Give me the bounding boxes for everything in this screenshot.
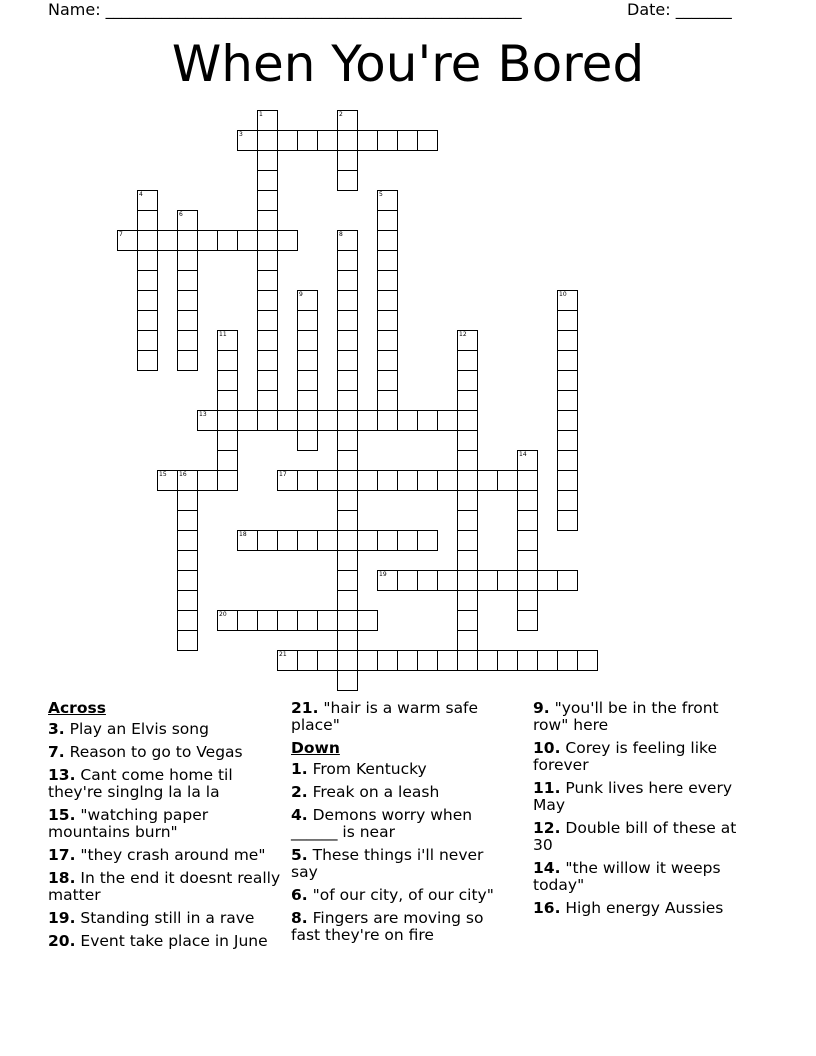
grid-cell[interactable] — [177, 490, 198, 511]
grid-cell[interactable] — [397, 570, 418, 591]
grid-cell[interactable] — [437, 570, 458, 591]
grid-cell[interactable] — [517, 570, 538, 591]
clue-text: Freak on a leash — [307, 783, 440, 801]
across-heading: Across — [48, 699, 106, 717]
grid-cell[interactable] — [177, 590, 198, 611]
grid-cell[interactable] — [297, 530, 318, 551]
grid-cell[interactable] — [397, 530, 418, 551]
grid-cell[interactable] — [257, 350, 278, 371]
grid-cell[interactable] — [417, 570, 438, 591]
grid-cell[interactable] — [257, 190, 278, 211]
grid-cell[interactable] — [217, 370, 238, 391]
grid-cell[interactable] — [497, 470, 518, 491]
grid-cell[interactable] — [217, 430, 238, 451]
clue-text: "of our city, of our city" — [307, 886, 494, 904]
grid-cell[interactable] — [557, 510, 578, 531]
clue-text: "they crash around me" — [75, 846, 266, 864]
across-clue — [48, 721, 283, 738]
grid-cell[interactable] — [377, 210, 398, 231]
grid-cell[interactable] — [457, 350, 478, 371]
clue-number: 5 — [379, 191, 383, 198]
grid-cell[interactable] — [217, 450, 238, 471]
grid-cell[interactable] — [257, 290, 278, 311]
grid-cell[interactable] — [257, 610, 278, 631]
grid-cell[interactable] — [417, 650, 438, 671]
grid-cell[interactable] — [177, 310, 198, 331]
grid-cell[interactable] — [337, 350, 358, 371]
grid-cell[interactable] — [557, 650, 578, 671]
clue-text: Punk lives here every May — [533, 779, 732, 814]
clue-num: 3. — [48, 720, 65, 738]
grid-cell[interactable] — [157, 470, 178, 491]
clue-num: 11. — [533, 779, 561, 797]
grid-cell[interactable] — [177, 230, 198, 251]
down-heading: Down — [291, 739, 340, 757]
grid-cell[interactable] — [457, 610, 478, 631]
clue-text: Cant come home til they're singlng la la la — [48, 766, 233, 801]
clue-number: 20 — [219, 611, 227, 618]
clue-num: 8. — [291, 909, 308, 927]
grid-cell[interactable] — [237, 610, 258, 631]
clue-num: 9. — [533, 699, 550, 717]
grid-cell[interactable] — [517, 490, 538, 511]
down-clue — [533, 860, 753, 894]
grid-cell[interactable] — [377, 410, 398, 431]
clue-number: 1 — [259, 111, 263, 118]
grid-cell[interactable] — [397, 650, 418, 671]
clue-num: 10. — [533, 739, 561, 757]
grid-cell[interactable] — [297, 610, 318, 631]
grid-cell[interactable] — [397, 130, 418, 151]
clue-text: These things i'll never say — [291, 846, 484, 881]
grid-cell[interactable] — [337, 630, 358, 651]
clue-number: 9 — [299, 291, 303, 298]
clue-num: 4. — [291, 806, 308, 824]
across-clue — [48, 933, 283, 950]
grid-cell[interactable] — [437, 410, 458, 431]
grid-cell[interactable] — [357, 650, 378, 671]
grid-cell[interactable] — [457, 450, 478, 471]
grid-cell[interactable] — [317, 650, 338, 671]
grid-cell[interactable] — [457, 370, 478, 391]
grid-cell[interactable] — [137, 250, 158, 271]
grid-cell[interactable] — [217, 330, 238, 351]
clue-number: 12 — [459, 331, 467, 338]
clue-num: 5. — [291, 846, 308, 864]
grid-cell[interactable] — [337, 370, 358, 391]
grid-cell[interactable] — [557, 370, 578, 391]
grid-cell[interactable] — [217, 410, 238, 431]
grid-cell[interactable] — [477, 570, 498, 591]
grid-cell[interactable] — [337, 270, 358, 291]
grid-cell[interactable] — [257, 330, 278, 351]
grid-cell[interactable] — [457, 530, 478, 551]
grid-cell[interactable] — [557, 430, 578, 451]
grid-cell[interactable] — [337, 670, 358, 691]
grid-cell[interactable] — [137, 230, 158, 251]
grid-cell[interactable] — [377, 290, 398, 311]
grid-cell[interactable] — [277, 610, 298, 631]
clues-column-1 — [48, 700, 283, 956]
down-clue — [291, 887, 511, 904]
clue-num: 1. — [291, 760, 308, 778]
grid-cell[interactable] — [137, 290, 158, 311]
grid-cell[interactable] — [257, 390, 278, 411]
grid-cell[interactable] — [177, 630, 198, 651]
clue-num: 17. — [48, 846, 76, 864]
grid-cell[interactable] — [557, 450, 578, 471]
grid-cell[interactable] — [337, 570, 358, 591]
grid-cell[interactable] — [497, 650, 518, 671]
grid-cell[interactable] — [257, 170, 278, 191]
grid-cell[interactable] — [477, 650, 498, 671]
grid-cell[interactable] — [317, 410, 338, 431]
grid-cell[interactable] — [517, 510, 538, 531]
across-clue — [291, 700, 511, 734]
clue-num: 7. — [48, 743, 65, 761]
clue-text: Event take place in June — [75, 932, 268, 950]
grid-cell[interactable] — [177, 530, 198, 551]
grid-cell[interactable] — [437, 650, 458, 671]
grid-cell[interactable] — [557, 470, 578, 491]
grid-cell[interactable] — [177, 210, 198, 231]
grid-cell[interactable] — [337, 530, 358, 551]
grid-cell[interactable] — [277, 470, 298, 491]
clue-number: 17 — [279, 471, 287, 478]
grid-cell[interactable] — [177, 250, 198, 271]
clue-number: 16 — [179, 471, 187, 478]
grid-cell[interactable] — [177, 550, 198, 571]
grid-cell[interactable] — [177, 330, 198, 351]
grid-cell[interactable] — [437, 470, 458, 491]
clue-number: 4 — [139, 191, 143, 198]
grid-cell[interactable] — [137, 310, 158, 331]
grid-cell[interactable] — [297, 130, 318, 151]
grid-cell[interactable] — [337, 470, 358, 491]
across-clue — [48, 847, 283, 864]
grid-cell[interactable] — [257, 230, 278, 251]
grid-cell[interactable] — [337, 430, 358, 451]
grid-cell[interactable] — [517, 470, 538, 491]
grid-cell[interactable] — [217, 230, 238, 251]
grid-cell[interactable] — [357, 610, 378, 631]
grid-cell[interactable] — [177, 610, 198, 631]
grid-cell[interactable] — [337, 610, 358, 631]
grid-cell[interactable] — [377, 390, 398, 411]
grid-cell[interactable] — [197, 470, 218, 491]
down-clue — [533, 700, 753, 734]
grid-cell[interactable] — [297, 290, 318, 311]
grid-cell[interactable] — [457, 410, 478, 431]
grid-cell[interactable] — [377, 270, 398, 291]
clue-text: Fingers are moving so fast they're on fire — [291, 909, 484, 944]
clue-num: 15. — [48, 806, 76, 824]
grid-cell[interactable] — [337, 230, 358, 251]
grid-cell[interactable] — [377, 250, 398, 271]
clue-text: Play an Elvis song — [64, 720, 209, 738]
grid-cell[interactable] — [217, 350, 238, 371]
grid-cell[interactable] — [517, 530, 538, 551]
grid-cell[interactable] — [177, 350, 198, 371]
clue-text: Reason to go to Vegas — [64, 743, 243, 761]
grid-cell[interactable] — [377, 330, 398, 351]
grid-cell[interactable] — [237, 130, 258, 151]
clue-num: 12. — [533, 819, 561, 837]
grid-cell[interactable] — [277, 230, 298, 251]
grid-cell[interactable] — [237, 410, 258, 431]
grid-cell[interactable] — [277, 410, 298, 431]
grid-cell[interactable] — [397, 470, 418, 491]
grid-cell[interactable] — [377, 130, 398, 151]
grid-cell[interactable] — [457, 470, 478, 491]
grid-cell[interactable] — [217, 610, 238, 631]
grid-cell[interactable] — [457, 570, 478, 591]
grid-cell[interactable] — [177, 570, 198, 591]
grid-cell[interactable] — [257, 250, 278, 271]
grid-cell[interactable] — [537, 650, 558, 671]
grid-cell[interactable] — [377, 190, 398, 211]
grid-cell[interactable] — [517, 590, 538, 611]
down-clue — [291, 784, 511, 801]
grid-cell[interactable] — [357, 410, 378, 431]
grid-cell[interactable] — [457, 630, 478, 651]
grid-cell[interactable] — [457, 490, 478, 511]
down-clue — [533, 900, 753, 917]
grid-cell[interactable] — [337, 130, 358, 151]
grid-cell[interactable] — [217, 470, 238, 491]
clue-num: 13. — [48, 766, 76, 784]
clue-number: 6 — [179, 211, 183, 218]
grid-cell[interactable] — [497, 570, 518, 591]
grid-cell[interactable] — [277, 130, 298, 151]
grid-cell[interactable] — [317, 130, 338, 151]
clue-number: 2 — [339, 111, 343, 118]
down-clue — [533, 820, 753, 854]
grid-cell[interactable] — [557, 410, 578, 431]
clue-number: 7 — [119, 231, 123, 238]
grid-cell[interactable] — [457, 390, 478, 411]
grid-cell[interactable] — [217, 390, 238, 411]
grid-cell[interactable] — [257, 310, 278, 331]
clue-num: 14. — [533, 859, 561, 877]
grid-cell[interactable] — [237, 230, 258, 251]
across-clue — [48, 744, 283, 761]
grid-cell[interactable] — [517, 550, 538, 571]
grid-cell[interactable] — [137, 190, 158, 211]
grid-cell[interactable] — [337, 170, 358, 191]
grid-cell[interactable] — [317, 530, 338, 551]
clue-num: 16. — [533, 899, 561, 917]
grid-cell[interactable] — [377, 230, 398, 251]
down-clue — [533, 780, 753, 814]
clue-text: "watching paper mountains burn" — [48, 806, 209, 841]
grid-cell[interactable] — [377, 350, 398, 371]
grid-cell[interactable] — [297, 370, 318, 391]
grid-cell[interactable] — [537, 570, 558, 591]
grid-cell[interactable] — [557, 350, 578, 371]
clues-column-3 — [533, 700, 753, 923]
grid-cell[interactable] — [337, 250, 358, 271]
grid-cell[interactable] — [517, 610, 538, 631]
grid-cell[interactable] — [557, 390, 578, 411]
down-clue — [291, 910, 511, 944]
across-clue — [48, 910, 283, 927]
grid-cell[interactable] — [137, 350, 158, 371]
grid-cell[interactable] — [157, 230, 178, 251]
grid-cell[interactable] — [257, 410, 278, 431]
grid-cell[interactable] — [197, 230, 218, 251]
across-clue — [48, 767, 283, 801]
clue-number: 14 — [519, 451, 527, 458]
clue-num: 20. — [48, 932, 76, 950]
grid-cell[interactable] — [557, 570, 578, 591]
name-field: Name: ____________________________________________________ — [48, 0, 522, 19]
clue-number: 11 — [219, 331, 227, 338]
grid-cell[interactable] — [557, 290, 578, 311]
grid-cell[interactable] — [297, 650, 318, 671]
grid-cell[interactable] — [277, 530, 298, 551]
grid-cell[interactable] — [377, 310, 398, 331]
grid-cell[interactable] — [117, 230, 138, 251]
grid-cell[interactable] — [577, 650, 598, 671]
grid-cell[interactable] — [417, 410, 438, 431]
clues-column-2 — [291, 700, 511, 950]
grid-cell[interactable] — [337, 290, 358, 311]
grid-cell[interactable] — [337, 110, 358, 131]
clue-num: 6. — [291, 886, 308, 904]
grid-cell[interactable] — [477, 470, 498, 491]
grid-cell[interactable] — [177, 470, 198, 491]
grid-cell[interactable] — [377, 650, 398, 671]
across-clue — [48, 807, 283, 841]
grid-cell[interactable] — [297, 390, 318, 411]
grid-cell[interactable] — [257, 110, 278, 131]
grid-cell[interactable] — [257, 370, 278, 391]
grid-cell[interactable] — [197, 410, 218, 431]
clue-number: 3 — [239, 131, 243, 138]
clue-text: Double bill of these at 30 — [533, 819, 737, 854]
grid-cell[interactable] — [297, 470, 318, 491]
grid-cell[interactable] — [377, 530, 398, 551]
grid-cell[interactable] — [297, 410, 318, 431]
grid-cell[interactable] — [457, 510, 478, 531]
clue-num: 19. — [48, 909, 76, 927]
grid-cell[interactable] — [337, 590, 358, 611]
down-clue — [291, 847, 511, 881]
clue-number: 10 — [559, 291, 567, 298]
clue-text: High energy Aussies — [560, 899, 724, 917]
grid-cell[interactable] — [337, 490, 358, 511]
grid-cell[interactable] — [177, 510, 198, 531]
page-title: When You're Bored — [171, 35, 645, 93]
grid-cell[interactable] — [137, 330, 158, 351]
clue-number: 21 — [279, 651, 287, 658]
grid-cell[interactable] — [557, 310, 578, 331]
grid-cell[interactable] — [557, 490, 578, 511]
grid-cell[interactable] — [557, 330, 578, 351]
grid-cell[interactable] — [377, 570, 398, 591]
grid-cell[interactable] — [337, 310, 358, 331]
grid-cell[interactable] — [257, 210, 278, 231]
grid-cell[interactable] — [397, 410, 418, 431]
clue-num: 2. — [291, 783, 308, 801]
grid-cell[interactable] — [417, 470, 438, 491]
grid-cell[interactable] — [177, 290, 198, 311]
grid-cell[interactable] — [137, 270, 158, 291]
grid-cell[interactable] — [257, 130, 278, 151]
grid-cell[interactable] — [457, 650, 478, 671]
grid-cell[interactable] — [257, 150, 278, 171]
grid-cell[interactable] — [457, 430, 478, 451]
grid-cell[interactable] — [317, 470, 338, 491]
grid-cell[interactable] — [517, 650, 538, 671]
date-field: Date: _______ — [627, 0, 732, 19]
clue-number: 8 — [339, 231, 343, 238]
clue-text: "you'll be in the front row" here — [533, 699, 719, 734]
grid-cell[interactable] — [517, 450, 538, 471]
grid-cell[interactable] — [257, 530, 278, 551]
clue-text: "hair is a warm safe place" — [291, 699, 479, 734]
grid-cell[interactable] — [417, 130, 438, 151]
grid-cell[interactable] — [297, 310, 318, 331]
clue-text: Standing still in a rave — [75, 909, 255, 927]
grid-cell[interactable] — [457, 550, 478, 571]
grid-cell[interactable] — [297, 350, 318, 371]
grid-cell[interactable] — [357, 470, 378, 491]
across-clue — [48, 870, 283, 904]
clue-text: In the end it doesnt really matter — [48, 869, 281, 904]
grid-cell[interactable] — [257, 270, 278, 291]
grid-cell[interactable] — [337, 450, 358, 471]
grid-cell[interactable] — [377, 470, 398, 491]
clue-number: 18 — [239, 531, 247, 538]
down-clue — [533, 740, 753, 774]
clue-text: "the willow it weeps today" — [533, 859, 721, 894]
down-clue — [291, 807, 511, 841]
grid-cell[interactable] — [137, 210, 158, 231]
clue-number: 19 — [379, 571, 387, 578]
grid-cell[interactable] — [457, 330, 478, 351]
clue-text: Demons worry when ______ is near — [291, 806, 473, 841]
grid-cell[interactable] — [297, 430, 318, 451]
grid-cell[interactable] — [337, 150, 358, 171]
grid-cell[interactable] — [357, 530, 378, 551]
grid-cell[interactable] — [357, 130, 378, 151]
grid-cell[interactable] — [337, 650, 358, 671]
grid-cell[interactable] — [377, 370, 398, 391]
grid-cell[interactable] — [177, 270, 198, 291]
grid-cell[interactable] — [457, 590, 478, 611]
grid-cell[interactable] — [317, 610, 338, 631]
grid-cell[interactable] — [337, 330, 358, 351]
clue-num: 18. — [48, 869, 76, 887]
clue-number: 15 — [159, 471, 167, 478]
clue-text: From Kentucky — [307, 760, 427, 778]
grid-cell[interactable] — [337, 390, 358, 411]
down-clue — [291, 761, 511, 778]
grid-cell[interactable] — [417, 530, 438, 551]
grid-cell[interactable] — [337, 410, 358, 431]
grid-cell[interactable] — [237, 530, 258, 551]
clue-num: 21. — [291, 699, 319, 717]
grid-cell[interactable] — [337, 550, 358, 571]
grid-cell[interactable] — [337, 510, 358, 531]
grid-cell[interactable] — [297, 330, 318, 351]
grid-cell[interactable] — [277, 650, 298, 671]
clue-text: Corey is feeling like forever — [533, 739, 717, 774]
clue-number: 13 — [199, 411, 207, 418]
